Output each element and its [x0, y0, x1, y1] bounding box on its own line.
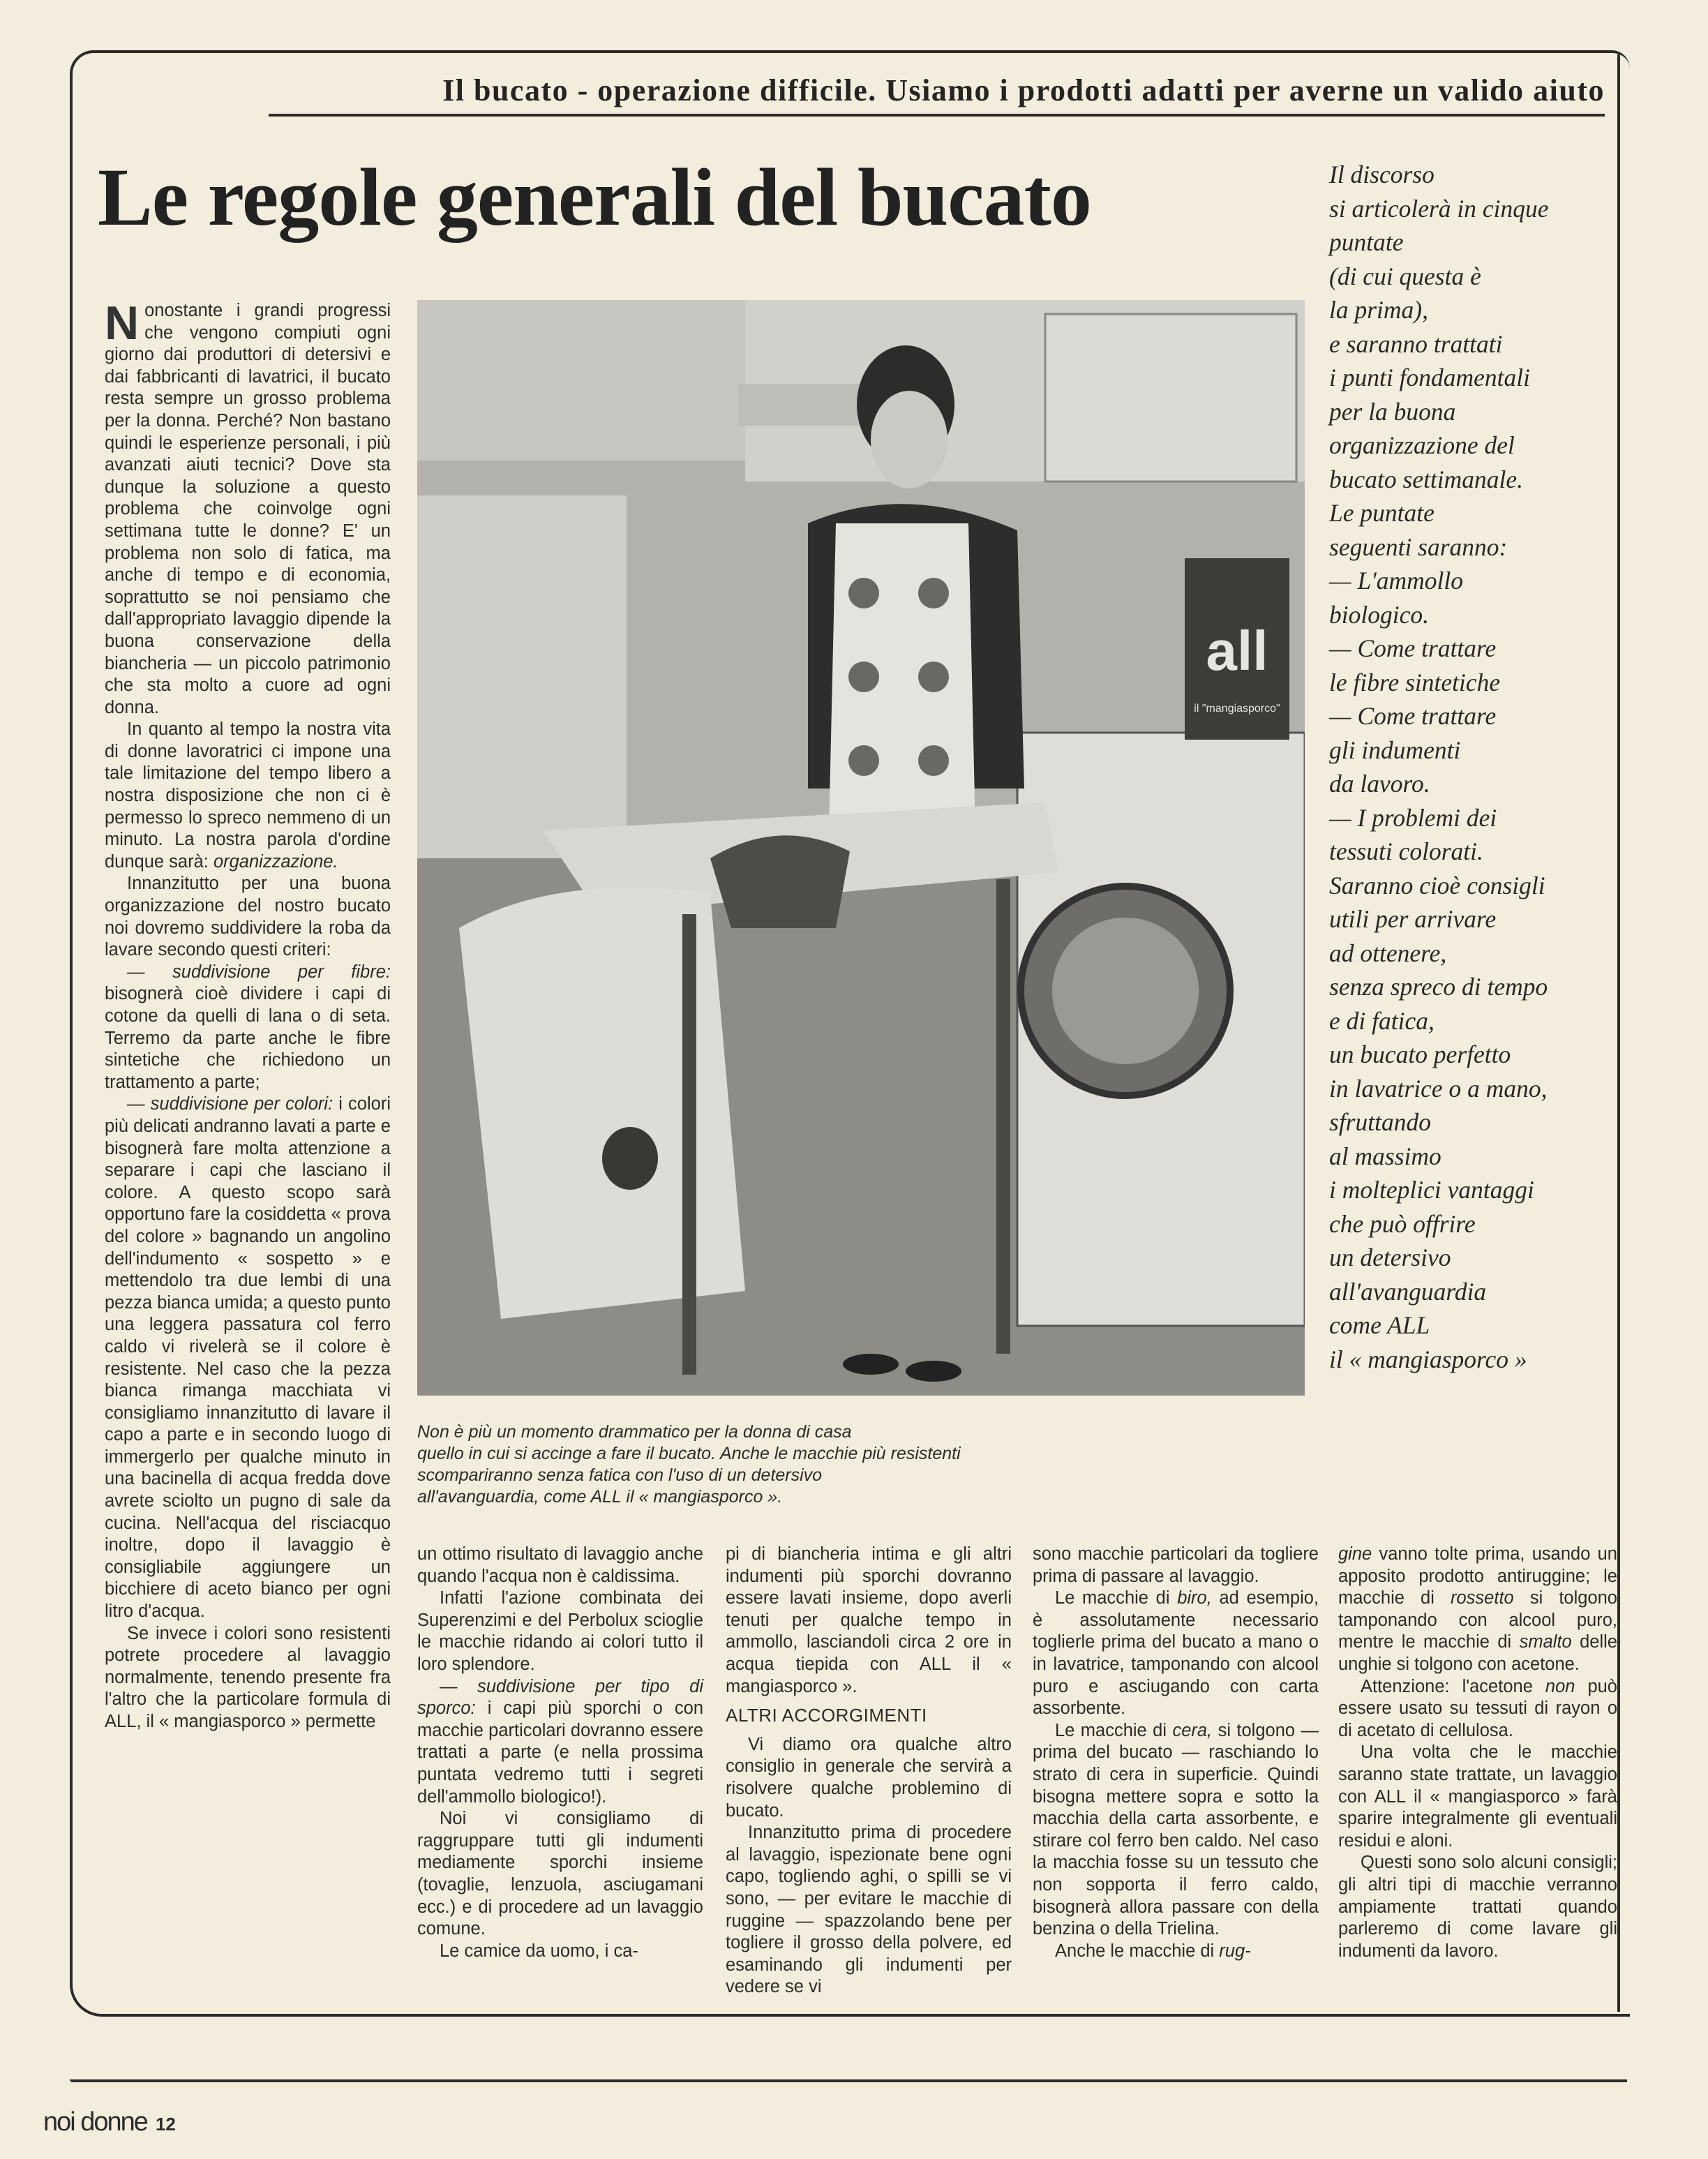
page-footer: [43, 2107, 176, 2137]
intro-line: al massimo: [1329, 1142, 1441, 1170]
intro-line: tessuti colorati.: [1329, 837, 1483, 865]
intro-line: puntate: [1329, 228, 1404, 256]
intro-line: seguenti saranno:: [1329, 532, 1508, 561]
paragraph: [1338, 1544, 1617, 1676]
intro-line: biologico.: [1329, 600, 1429, 629]
caption-line: all'avanguardia, come ALL il « mangiasporco ».: [417, 1487, 783, 1507]
paragraph: [417, 1676, 703, 1809]
paragraph: [1033, 1941, 1319, 1963]
paragraph-text: Le macchie di: [1055, 1720, 1173, 1740]
emphasis-text: — suddivisione per fibre:: [127, 962, 391, 982]
intro-line: sfruttando: [1329, 1108, 1431, 1136]
paragraph: [105, 962, 391, 1094]
intro-line: senza spreco di tempo: [1329, 973, 1548, 1001]
product-brand-text: all: [1206, 620, 1268, 682]
paragraph: [105, 1093, 391, 1622]
intro-line: — Come trattare: [1329, 702, 1497, 730]
intro-line: un bucato perfetto: [1329, 1040, 1511, 1068]
intro-line: che può offrire: [1329, 1209, 1476, 1238]
paragraph: Infatti l'azione combinata dei Superenzimi e del Perbolux scioglie le macchie ridando ai colori tutto il loro splendore.: [417, 1588, 703, 1674]
paragraph: pi di biancheria intima e gli altri indumenti più sporchi dovranno essere lavati insieme, dopo averli tenuti per qualche tempo in ammollo, lasciandoli circa 2 ore in acqua tiepida con ALL il « mangiasporco ».: [726, 1544, 1012, 1696]
paragraph-text: In quanto al tempo la nostra vita di donne lavoratrici ci impone una tale limitazione del tempo libero a nostra disposizione che non ci è permesso lo spreco nemmeno di un minuto. La nostra parola d'ordine dunque sarà:: [105, 719, 391, 872]
intro-line: il « mangiasporco »: [1329, 1345, 1527, 1373]
paragraph-text: vanno tolte prima, usando un apposito prodotto antiruggine; le macchie di: [1338, 1544, 1617, 1608]
article-column-5: [1338, 1544, 1617, 1962]
article-photo: [417, 300, 1305, 1396]
intro-line: organizzazione del: [1329, 431, 1515, 459]
intro-line: i molteplici vantaggi: [1329, 1176, 1534, 1204]
article-headline: Le regole generali del bucato: [98, 151, 1091, 243]
intro-line: un detersivo: [1329, 1243, 1451, 1271]
emphasis-text: smalto: [1519, 1632, 1572, 1652]
intro-sidebar: [1329, 158, 1615, 1376]
intro-line: per la buona: [1329, 397, 1456, 426]
emphasis-text: — suddivisione per tipo di sporco:: [417, 1676, 703, 1719]
intro-line: — L'ammollo: [1329, 567, 1464, 595]
paragraph-text: i colori più delicati andranno lavati a parte e bisognerà fare molta attenzione a separare i capi che lasciano il colore. A questo scopo sarà opportuno fare la cosiddetta « prova del colore » bagnando un angolino dell'indumento « sospetto » e mettendolo tra due lembi di una pezza bianca umida; a questo punto una leggera passatura col ferro caldo vi rivelerà se il colore è resistente. Nel caso che la pezza bianca rimanga macchiata vi consigliamo innanzitutto di lavare il capo a parte e in secondo luogo di immergerlo per qualche minuto in una bacinella di acqua fredda dove avrete sciolto un pugno di sale da cucina. Nell'acqua del risciacquo inoltre, dopo il lavaggio è consigliabile aggiungere un bicchiere di aceto bianco per ogni litro d'acqua.: [105, 1094, 391, 1622]
caption-line: scompariranno senza fatica con l'uso di un detersivo: [417, 1465, 823, 1485]
paragraph-text: può essere usato su tessuti di rayon o di acetato di cellulosa.: [1338, 1676, 1617, 1740]
paragraph-text: onostante i grandi progressi che vengono compiuti ogni giorno dai produttori di detersivi e dai fabbricanti di lavatrici, il bucato resta sempre un grosso problema per la donna. Perché? Non bastano quindi le esperienze personali, i più avanzati aiuti tecnici? Dove sta dunque la soluzione a questo problema che coinvolge ogni settimana tutte le donne? E' un problema non solo di fatica, ma anche di tempo e di economia, soprattutto se noi pensiamo che dall'appropriato lavaggio dipende la buona conservazione della biancheria — un piccolo patrimonio che sta molto a cuore ad ogni donna.: [105, 301, 391, 717]
emphasis-text: rug-: [1219, 1941, 1251, 1961]
paragraph: sono macchie particolari da togliere prima di passare al lavaggio.: [1033, 1544, 1319, 1586]
article-column-3: [726, 1544, 1012, 1999]
emphasis-text: — suddivisione per colori:: [127, 1094, 334, 1114]
caption-line: Non è più un momento drammatico per la donna di casa: [417, 1422, 852, 1442]
paragraph: [1033, 1588, 1319, 1720]
paragraph: [1338, 1676, 1617, 1742]
paragraph: un ottimo risultato di lavaggio anche quando l'acqua non è caldissima.: [417, 1544, 703, 1586]
intro-line: gli indumenti: [1329, 735, 1461, 764]
intro-line: ad ottenere,: [1329, 939, 1447, 967]
paragraph: [105, 719, 391, 873]
page-number: 12: [155, 2114, 176, 2135]
emphasis-text: biro,: [1177, 1588, 1212, 1608]
intro-line: i punti fondamentali: [1329, 364, 1530, 391]
paragraph-text: delle unghie si tolgono con acetone.: [1338, 1632, 1617, 1674]
intro-line: da lavoro.: [1329, 770, 1430, 798]
emphasis-text: cera,: [1172, 1720, 1213, 1740]
emphasis-text: non: [1545, 1676, 1575, 1696]
intro-line: come ALL: [1329, 1311, 1430, 1339]
photo-caption: [417, 1421, 1045, 1508]
intro-line: si articolerà in cinque: [1329, 194, 1549, 223]
emphasis-text: organizzazione.: [213, 851, 338, 872]
paragraph: Le camice da uomo, i ca-: [440, 1941, 638, 1961]
intro-line: e saranno trattati: [1329, 329, 1503, 358]
paragraph-text: Attenzione: l'acetone: [1361, 1676, 1545, 1696]
bottom-rule: [70, 2079, 1627, 2082]
intro-line: — Come trattare: [1329, 634, 1497, 662]
paragraph: Noi vi consigliamo di raggruppare tutti gli indumenti mediamente sporchi insieme (tovaglie, lenzuola, asciugamani ecc.) e di procedere ad un lavaggio comune.: [417, 1809, 703, 1939]
paragraph: [1033, 1720, 1319, 1941]
paragraph-text: Anche le macchie di: [1055, 1941, 1220, 1961]
intro-line: e di fatica,: [1329, 1006, 1434, 1035]
drop-cap: N: [105, 297, 140, 350]
section-subheading: ALTRI ACCORGIMENTI: [726, 1705, 927, 1726]
paragraph: Una volta che le macchie saranno state trattate, un lavaggio con ALL il « mangiasporco » farà sparire integralmente gli eventuali residui e aloni.: [1338, 1742, 1617, 1851]
paragraph-text: bisognerà cioè dividere i capi di cotone da quelli di lana o di seta. Terremo da parte anche le fibre sintetiche che richiedono un trattamento a parte;: [105, 984, 391, 1092]
intro-line: utili per arrivare: [1329, 905, 1497, 933]
magazine-name: noi donne: [43, 2107, 147, 2137]
emphasis-text: gine: [1338, 1544, 1372, 1564]
kitchen-photo-illustration: [417, 300, 1305, 1396]
intro-line: in lavatrice o a mano,: [1329, 1074, 1548, 1103]
paragraph-text: si tolgono tamponando con alcool puro, mentre le macchie di: [1338, 1588, 1617, 1652]
paragraph: Questi sono solo alcuni consigli; gli altri tipi di macchie verranno ampiamente trattati quando parleremo di come lavare gli indumenti da lavoro.: [1338, 1853, 1617, 1961]
product-tagline-text: il "mangiasporco": [1194, 703, 1280, 715]
paragraph: Vi diamo ora qualche altro consiglio in generale che servirà a risolvere qualche problemino di bucato.: [726, 1734, 1012, 1821]
paragraph: Innanzitutto per una buona organizzazione del nostro bucato noi dovremo suddividere la roba da lavare secondo questi criteri:: [105, 874, 391, 960]
caption-line: quello in cui si accinge a fare il bucato. Anche le macchie più resistenti: [417, 1444, 961, 1463]
article-column-2: [417, 1544, 703, 1962]
intro-line: — I problemi dei: [1329, 803, 1497, 832]
intro-line: Il discorso: [1329, 160, 1434, 188]
article-kicker: Il bucato - operazione difficile. Usiamo i prodotti adatti per averne un valido aiuto: [269, 73, 1605, 117]
intro-line: (di cui questa è: [1329, 262, 1481, 290]
paragraph-text: Le macchie di: [1055, 1588, 1178, 1608]
intro-line: bucato settimanale.: [1329, 465, 1524, 493]
intro-line: all'avanguardia: [1329, 1277, 1487, 1306]
frame-rule: [1617, 54, 1620, 2012]
emphasis-text: rossetto: [1451, 1588, 1514, 1608]
paragraph-text: ad esempio, è assolutamente necessario toglierle prima del bucato a mano o in lavatrice, tamponando con alcool puro e asciugando con carta assorbente.: [1033, 1588, 1319, 1719]
paragraph: Se invece i colori sono resistenti potrete procedere al lavaggio normalmente, tenendo presente fra l'altro che la particolare formula di ALL, il « mangiasporco » permette: [105, 1623, 391, 1731]
paragraph-text: si tolgono — prima del bucato — raschiando lo strato di cera in superficie. Quindi bisogna mettere sopra e sotto la macchia della carta assorbente, e stirare col ferro ben caldo. Nel caso la macchia fosse su un tessuto che non sopporta il ferro caldo, bisognerà allora passare con della benzina o della Trielina.: [1033, 1720, 1319, 1939]
article-column-4: [1033, 1544, 1319, 1962]
article-column-1: [105, 297, 391, 1733]
intro-line: Saranno cioè consigli: [1329, 871, 1545, 899]
intro-line: la prima),: [1329, 296, 1428, 324]
paragraph-text: i capi più sporchi o con macchie particolari dovranno essere trattati a parte (e nella prossima puntata vedremo tutti i segreti dell'ammollo biologico!).: [417, 1698, 703, 1807]
paragraph: Innanzitutto prima di procedere al lavaggio, ispezionate bene ogni capo, togliendo aghi, o spilli se vi sono, — per evitare le macchie di ruggine — spazzolando bene per togliere il grosso della polvere, ed esaminando gli indumenti per vedere se vi: [726, 1823, 1012, 1997]
paragraph: [105, 297, 391, 719]
intro-line: le fibre sintetiche: [1329, 668, 1501, 696]
intro-line: Le puntate: [1329, 499, 1434, 527]
